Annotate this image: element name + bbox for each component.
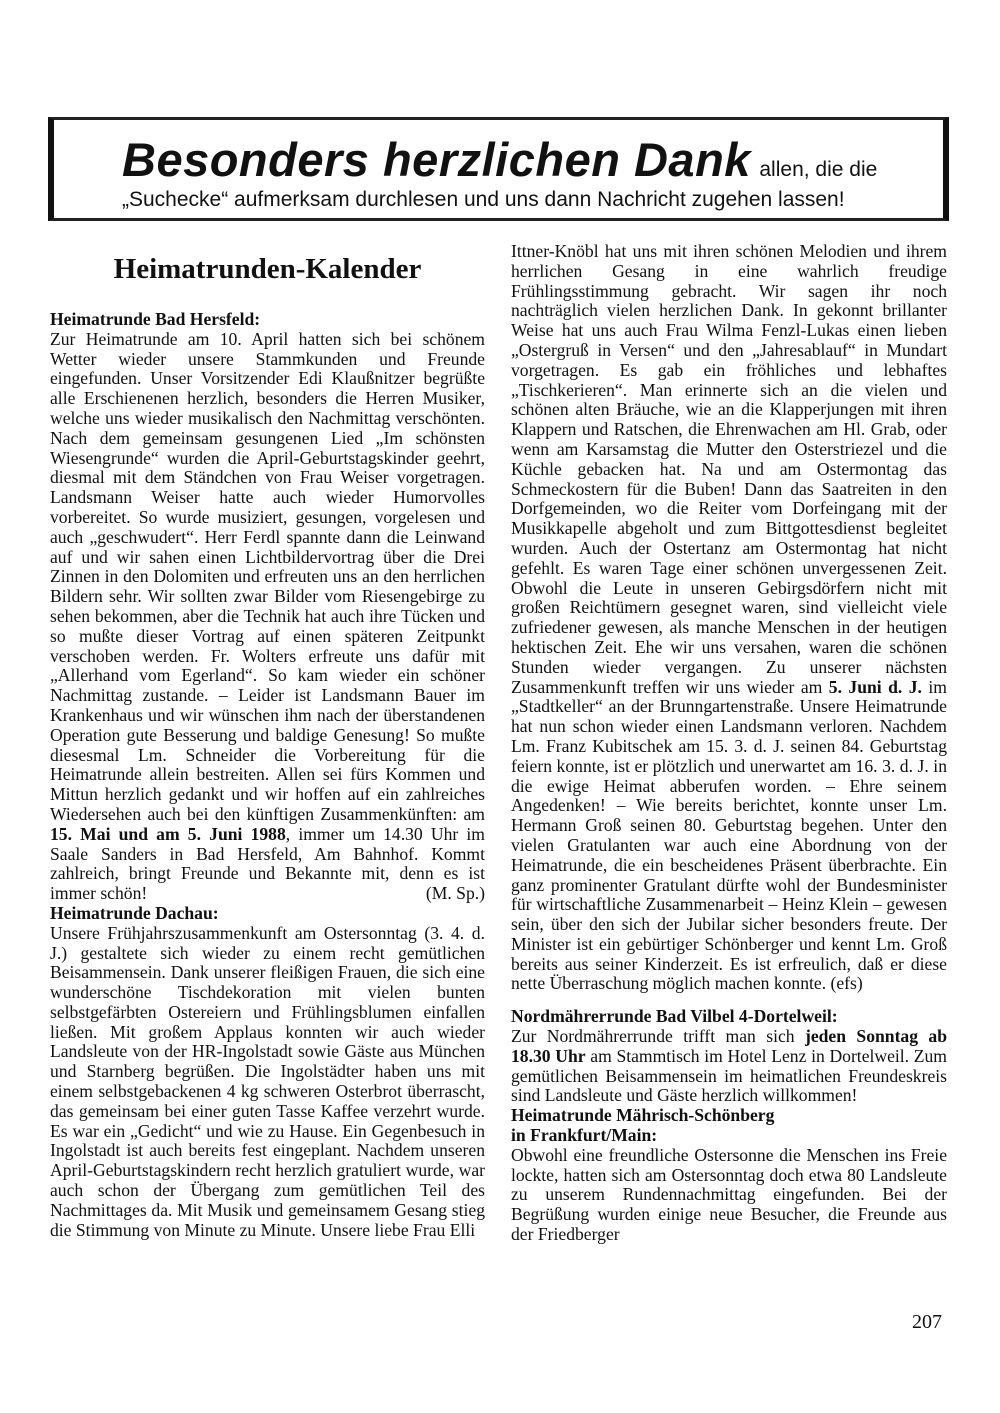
- dachau-continuation: [511, 242, 947, 994]
- calendar-title: Heimatrunden-Kalender: [113, 253, 422, 285]
- vilbel-text: [511, 1027, 947, 1106]
- frankfurt-heading-line1: Heimatrunde Mährisch-Schönberg: [511, 1105, 775, 1126]
- banner-line1: [122, 132, 877, 187]
- vilbel-heading: Nordmährerrunde Bad Vilbel 4-Dortelweil:: [511, 1006, 838, 1027]
- frankfurt-text: Obwohl eine freundliche Ostersonne die Menschen ins Freie lockte, hatten sich am Ostersonntag doch etwa 80 Landsleute zu unserem Rundennachmittag eingefunden. Bei der Begrüßung wurden einige neue Besucher, die Freunde aus der Friedberger: [511, 1144, 947, 1245]
- vilbel-meeting-time: jeden Sonntag ab 18.30 Uhr: [511, 1026, 948, 1066]
- hersfeld-dates: 15. Mai und am 5. Juni 1988: [50, 823, 286, 844]
- frankfurt-heading-line2: in Frankfurt/Main:: [511, 1125, 658, 1146]
- next-meeting-date: 5. Juni d. J.: [828, 676, 922, 697]
- banner-headline: Besonders herzlichen Dank: [122, 133, 751, 186]
- page-number: 207: [912, 1311, 942, 1333]
- vilbel-text-part2: am Stammtisch im Hotel Lenz in Dortelweil. Zum gemütlichen Beisammensein im heimatlichen Freundeskreis sind Landsleute und Gäste herzlich willkommen!: [511, 1045, 947, 1106]
- banner-subtext: allen, die die: [759, 158, 878, 181]
- dachau-heading: Heimatrunde Dachau:: [50, 902, 219, 923]
- banner-box: [48, 117, 949, 221]
- hersfeld-text: [50, 330, 485, 904]
- left-column: [50, 240, 485, 1240]
- hersfeld-heading: Heimatrunde Bad Hersfeld:: [50, 309, 261, 329]
- hersfeld-signature: (M. Sp.): [425, 883, 485, 904]
- continuation-part2: im „Stadtkeller“ an der Brunngartenstraße. Unsere Heimatrunde hat nun schon wieder einen Landsmann verloren. Nachdem Lm. Franz Kubitschek am 15. 3. d. J. seinen 84. Geburtstag feiern konnte, ist er plötzlich und unerwartet am 16. 3. d. J. in die ewige Heimat abberufen worden. – Ehre seinem Angedenken! – Wie bereits berichtet, konnte unser Lm. Hermann Groß seinen 80. Geburtstag begehen. Unter den vielen Gratulanten war auch eine Abordnung von der Heimatrunde, die ein bescheidenes Präsent überbrachte. Ein ganz prominenter Gratulant dürfte wohl der Bundesminister für wirtschaftliche Zusammenarbeit – Heinz Klein – gewesen sein, über den sich der Jubilar sicher besonders freute. Der Minister ist ein gebürtiger Schönberger und kennt Lm. Groß bereits aus seiner Kinderzeit. Es ist erfreulich, daß er diese nette Überraschung möglich machen konnte. (efs): [511, 676, 947, 994]
- hersfeld-text-part2: , immer um 14.30 Uhr im Saale Sanders in Bad Hersfeld, Am Bahnhof. Kommt zahlreich, bringt Freunde und Bekannte mit, denn es ist immer schön!: [50, 823, 485, 904]
- vilbel-text-part1: Zur Nordmährerrunde trifft man sich: [511, 1026, 805, 1047]
- right-column: [511, 242, 947, 1245]
- continuation-part1: Ittner-Knöbl hat uns mit ihren schönen Melodien und ihrem herrlichen Gesang in eine wahrlich freudige Frühlingsstimmung gebracht. Wir sagen ihr noch nachträglich vielen herzlichen Dank. In gekonnt brillanter Weise hat uns auch Frau Wilma Fenzl-Lukas einen lieben „Ostergruß in Versen“ und den „Jahresablauf“ in Mundart vorgetragen. Es gab ein fröhliches und lebhaftes „Tischkerieren“. Man erinnerte sich an die vielen und schönen alten Bräuche, wie an die Klapperjungen mit ihren Klappern und Ratschen, die Ehrenwachen am Hl. Grab, oder wenn am Karsamstag die Mutter den Osterstriezel und die Küchle gebacken hat. Na und am Ostermontag das Schmeckostern für die Buben! Dann das Saatreiten in den Dorfgemeinden, wo die Reiter vom Dorfeingang mit der Musikkapelle abgeholt und zum Bittgottesdienst begleitet wurden. Auch der Ostertanz am Ostermontag hat nicht gefehlt. Es waren Tage einer schönen unvergessenen Zeit. Obwohl die Leute in unseren Gebirgsdörfern nicht mit großen Reichtümern gesegnet waren, sind vielleicht viele zufriedener gewesen, als manche Menschen in der heutigen hektischen Zeit. Ehe wir uns versahen, waren die schönen Stunden wieder vergangen. Zu unserer nächsten Zusammenkunft treffen wir uns wieder am: [511, 241, 947, 697]
- dachau-text: Unsere Frühjahrszusammenkunft am Ostersonntag (3. 4. d. J.) gestaltete sich wieder zu einem recht gemütlichen Beisammensein. Dank unserer fleißigen Frauen, die sich eine wunderschöne Tischdekoration mit vielen bunten selbstgefärbten Ostereiern und Frühlingsblumen einfallen ließen. Mit großem Applaus konnten wir auch wieder Landsleute von der HR-Ingolstadt sowie Gäste aus München und Starnberg begrüßen. Die Ingolstädter haben uns mit einem selbstgebackenen 4 kg schweren Osterbrot überrascht, das gemeinsam bei einer guten Tasse Kaffee verzehrt wurde. Es war ein „Gedicht“ und wie zu Hause. Ein Gegenbesuch in Ingolstadt ist auch bereits fest eingeplant. Nachdem unseren April-Geburtstagskindern recht herzlich gratuliert wurde, war auch schon der Übergang zum gemütlichen Teil des Nachmittages da. Mit Musik und gemeinsamem Gesang stieg die Stimmung von Minute zu Minute. Unsere liebe Frau Elli: [50, 922, 485, 1240]
- hersfeld-text-part1: Zur Heimatrunde am 10. April hatten sich bei schönem Wetter wieder unsere Stammkunden und Freunde eingefunden. Unser Vorsitzender Edi Klaußnitzer begrüßte alle Erschienenen herzlich, besonders die Herren Musiker, welche uns wieder musikalisch den Nachmittag verschönten. Nach dem gemeinsam gesungenen Lied „Im schönsten Wiesengrunde“ wurden die April-Geburtstagskinder geehrt, diesmal mit dem Ständchen von Frau Weiser vorgetragen. Landsmann Weiser hatte auch wieder Humorvolles vorbereitet. So wurde musiziert, gesungen, vorgelesen und auch „geschwudert“. Herr Ferdl spannte dann die Leinwand auf und wir sahen einen Lichtbildervortrag über die Drei Zinnen in den Dolomiten und erfreuten uns an den herrlichen Bildern sehr. Wir sollten zwar Bilder vom Riesengebirge zu sehen bekommen, aber die Technik hat auch ihre Tücken und so mußte dieser Vortrag auf einen späteren Zeitpunkt verschoben werden. Fr. Wolters erfreute uns dafür mit „Allerhand vom Egerland“. So kam wieder ein schöner Nachmittag zustande. – Leider ist Landsmann Bauer im Krankenhaus und wir wünschen ihm nach der überstandenen Operation gute Besserung und baldige Genesung! So mußte diesesmal Lm. Schneider die Vorbereitung für die Heimatrunde allein bestreiten. Allen sei fürs Kommen und Mittun herzlich gedankt und wir hoffen auf ein zahlreiches Wiedersehen auch bei den künftigen Zusammenkünften: am: [50, 328, 485, 824]
- banner-line2: „Suchecke“ aufmerksam durchlesen und uns dann Nachricht zugehen lassen!: [122, 188, 845, 211]
